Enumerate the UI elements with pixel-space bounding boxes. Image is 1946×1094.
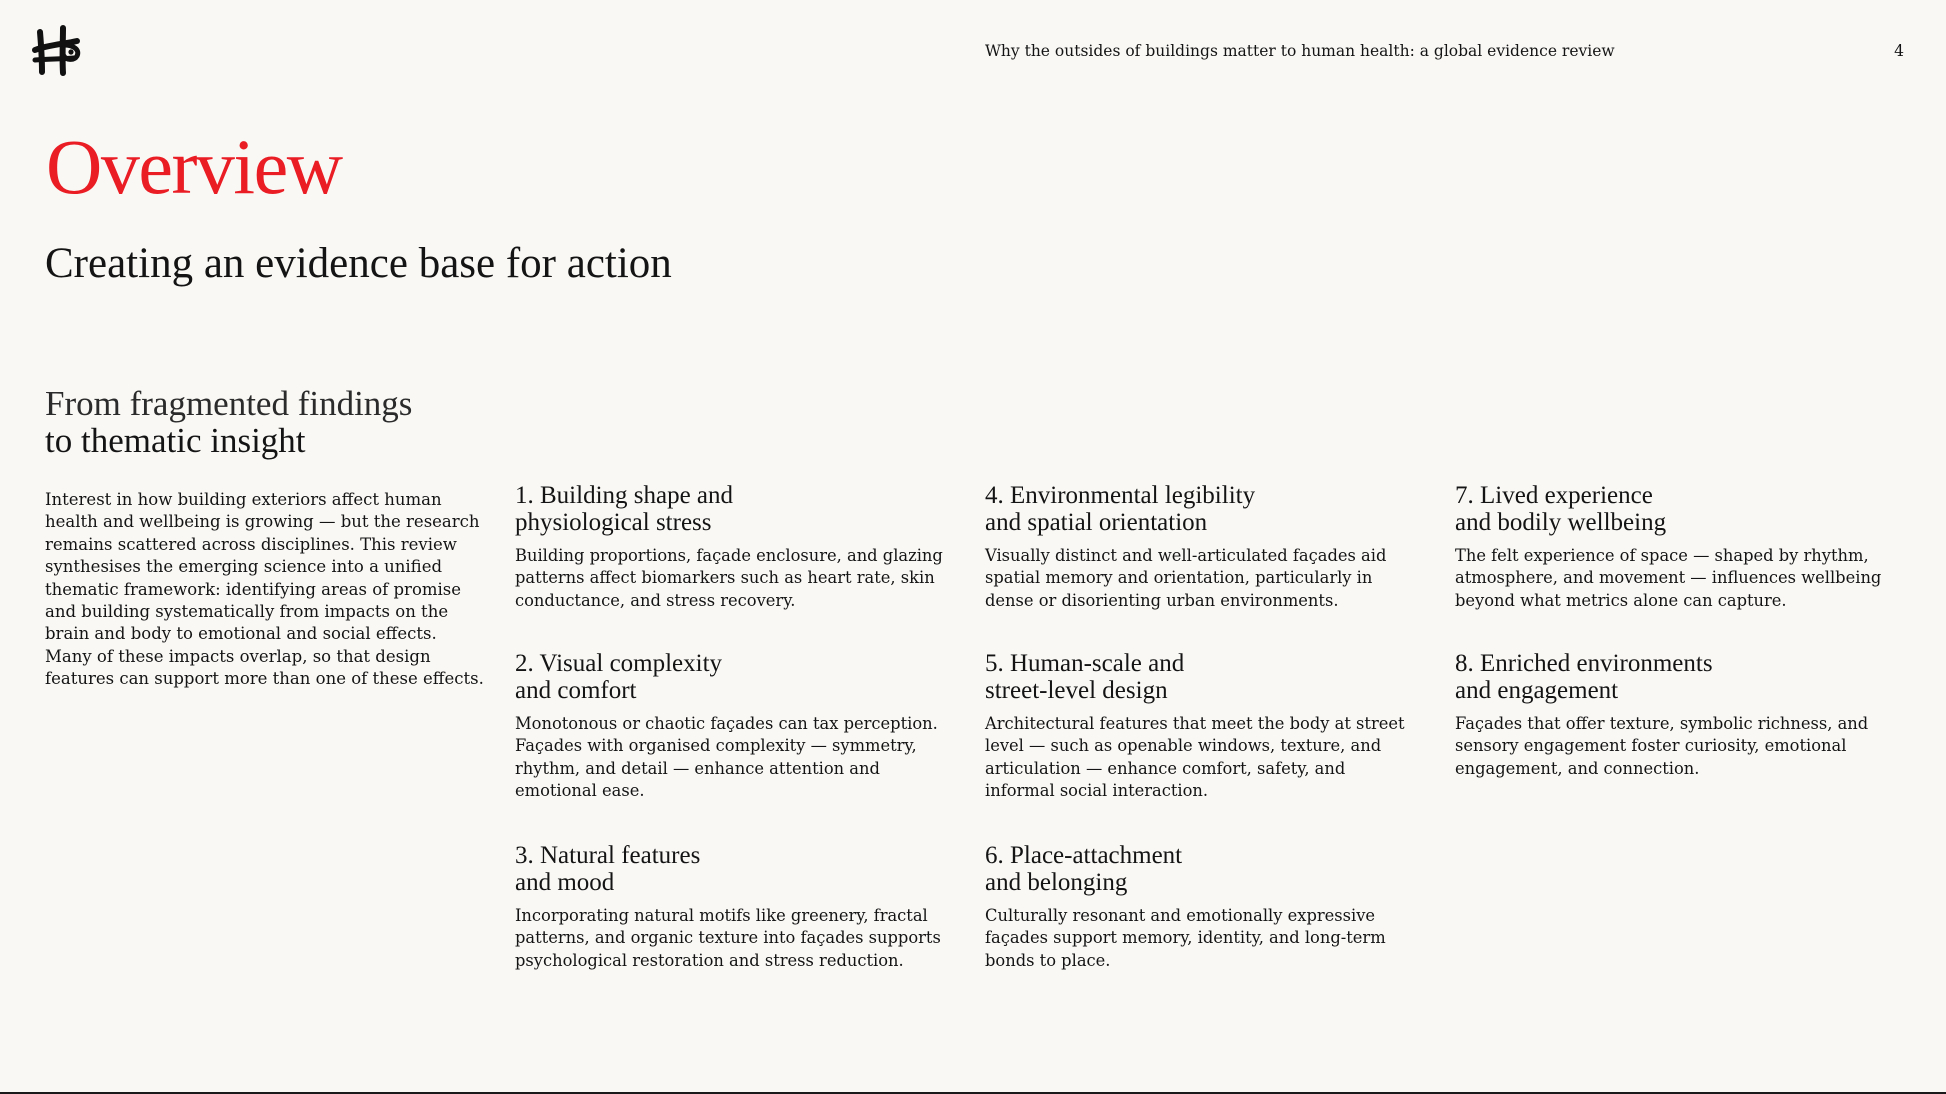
theme-title-line-2: physiological stress xyxy=(515,509,712,536)
intro-heading-line-2: to thematic insight xyxy=(45,421,306,460)
theme-description: Monotonous or chaotic façades can tax perception. Façades with organised complexity — symmetry, rhythm, and detail — enhance attention and emotional ease. xyxy=(515,714,938,801)
theme-description: Visually distinct and well-articulated façades aid spatial memory and orientation, particularly in dense or disorienting urban environments. xyxy=(985,546,1387,610)
intro-heading xyxy=(45,385,412,459)
theme-title-line-2: and engagement xyxy=(1455,677,1619,704)
theme-title-line-2: street-level design xyxy=(985,677,1168,704)
theme-description: Incorporating natural motifs like greenery, fractal patterns, and organic texture into façades supports psychological restoration and stress reduction. xyxy=(515,906,941,970)
theme-title-line-2: and comfort xyxy=(515,677,637,704)
theme-item xyxy=(985,842,1415,972)
theme-title-line-1: 3. Natural features xyxy=(515,842,701,869)
theme-item xyxy=(1455,482,1885,612)
theme-title xyxy=(515,842,945,896)
theme-title-line-1: 7. Lived experience xyxy=(1455,482,1653,509)
theme-item xyxy=(1455,650,1885,780)
theme-item xyxy=(515,842,945,972)
theme-title xyxy=(515,482,945,536)
theme-description: Culturally resonant and emotionally expressive façades support memory, identity, and long-term bonds to place. xyxy=(985,906,1386,970)
theme-title-line-1: 4. Environmental legibility xyxy=(985,482,1256,509)
theme-title-line-2: and belonging xyxy=(985,869,1128,896)
theme-title-line-1: 2. Visual complexity xyxy=(515,650,723,677)
theme-title-line-2: and mood xyxy=(515,869,615,896)
theme-title-line-2: and bodily wellbeing xyxy=(1455,509,1667,536)
theme-title xyxy=(1455,482,1885,536)
theme-description: Façades that offer texture, symbolic richness, and sensory engagement foster curiosity, emotional engagement, and connection. xyxy=(1455,714,1869,778)
h-face-logo-icon xyxy=(30,22,86,78)
theme-description: The felt experience of space — shaped by rhythm, atmosphere, and movement — influences wellbeing beyond what metrics alone can capture. xyxy=(1455,546,1882,610)
theme-title xyxy=(985,650,1415,704)
theme-item xyxy=(515,482,945,612)
theme-description: Building proportions, façade enclosure, and glazing patterns affect biomarkers such as heart rate, skin conductance, and stress recovery. xyxy=(515,546,943,610)
theme-item xyxy=(515,650,945,803)
theme-title xyxy=(515,650,945,704)
page-number: 4 xyxy=(1894,42,1904,60)
theme-title-line-1: 5. Human-scale and xyxy=(985,650,1185,677)
page-title: Overview xyxy=(46,123,342,210)
theme-item xyxy=(985,482,1415,612)
intro-paragraph: Interest in how building exteriors affect human health and wellbeing is growing — but the research remains scattered across disciplines. This review synthesises the emerging science into a unified thematic framework: identifying areas of promise and building systematically from impacts on the brain and body to emotional and social effects. Many of these impacts overlap, so that design features can support more than one of these effects. xyxy=(45,490,484,689)
theme-title xyxy=(985,482,1415,536)
theme-title-line-1: 6. Place-attachment xyxy=(985,842,1183,869)
theme-item xyxy=(985,650,1415,803)
theme-title xyxy=(1455,650,1885,704)
theme-description: Architectural features that meet the body at street level — such as openable windows, texture, and articulation — enhance comfort, safety, and informal social interaction. xyxy=(985,714,1405,801)
intro-heading-line-1: From fragmented findings xyxy=(45,384,413,423)
theme-title-line-1: 1. Building shape and xyxy=(515,482,734,509)
theme-title-line-1: 8. Enriched environments xyxy=(1455,650,1713,677)
page-subtitle: Creating an evidence base for action xyxy=(45,240,672,287)
document-running-title: Why the outsides of buildings matter to human health: a global evidence review xyxy=(985,42,1615,60)
theme-title xyxy=(985,842,1415,896)
theme-title-line-2: and spatial orientation xyxy=(985,509,1208,536)
